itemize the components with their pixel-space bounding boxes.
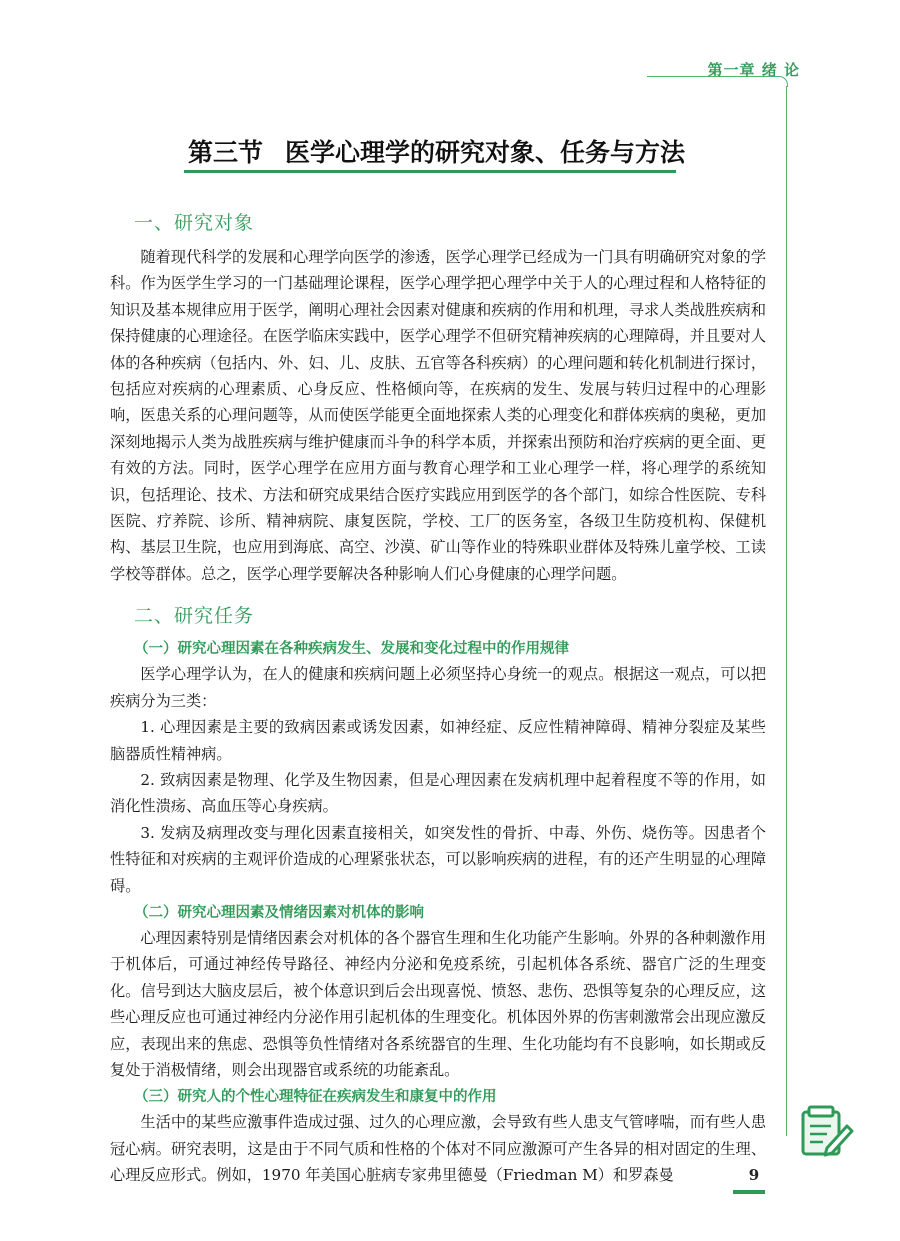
list-item-task-1-2: 2. 致病因素是物理、化学及生物因素，但是心理因素在发病机理中起着程度不等的作用，如消化性溃疡、高血压等心身疾病。	[110, 770, 766, 816]
heading-research-object: 一、研究对象	[134, 212, 255, 234]
subheading-task-1: （一）研究心理因素在各种疾病发生、发展和变化过程中的作用规律	[134, 641, 569, 658]
paragraph-task-3: 生活中的某些应激事件造成过强、过久的心理应激，会导致有些人患支气管哮喘，而有些人患冠心病。研究表明，这是由于不同气质和性格的个体对不同应激源可产生各异的相对固定的生理、心理反应形式。例如，1970 年美国心脏病专家弗里德曼（Friedman M）和罗森曼	[110, 1113, 766, 1185]
subheading-task-2: （二）研究心理因素及情绪因素对机体的影响	[134, 904, 424, 921]
paragraph-research-object: 随着现代科学的发展和心理学向医学的渗透，医学心理学已经成为一门具有明确研究对象的学科。作为医学生学习的一门基础理论课程，医学心理学把心理学中关于人的心理过程和人格特征的知识及基本规律应用于医学，阐明心理社会因素对健康和疾病的作用和机理，寻求人类战胜疾病和保持健康的心理途径。在医学临床实践中，医学心理学不但研究精神疾病的心理障碍，并且要对人体的各种疾病（包括内、外、妇、儿、皮肤、五官等各科疾病）的心理问题和转化机制进行探讨，包括应对疾病的心理素质、心身反应、性格倾向等，在疾病的发生、发展与转归过程中的心理影响，医患关系的心理问题等，从而使医学能更全面地探索人类的心理变化和群体疾病的奥秘，更加深刻地揭示人类为战胜疾病与维护健康而斗争的科学本质，并探索出预防和治疗疾病的更全面、更有效的方法。同时，医学心理学在应用方面与教育心理学和工业心理学一样，将心理学的系统知识，包括理论、技术、方法和研究成果结合医疗实践应用到医学的各个部门，如综合性医院、专科医院、疗养院、诊所、精神病院、康复医院，学校、工厂的医务室，各级卫生防疫机构、保健机构、基层卫生院，也应用到海底、高空、沙漠、矿山等作业的特殊职业群体及特殊儿童学校、工读学校等群体。总之，医学心理学要解决各种影响人们心身健康的心理学问题。	[110, 248, 766, 583]
paragraph-task-2: 心理因素特别是情绪因素会对机体的各个器官生理和生化功能产生影响。外界的各种刺激作用于机体后，可通过神经传导路径、神经内分泌和免疫系统，引起机体各系统、器官广泛的生理变化。信号到达大脑皮层后，被个体意识到后会出现喜悦、愤怒、悲伤、恐惧等复杂的心理反应，这些心理反应也可通过神经内分泌作用引起机体的生理变化。机体因外界的伤害刺激常会出现应激反应，表现出来的焦虑、恐惧等负性情绪对各系统器官的生理、生化功能均有不良影响，如长期或反复处于消极情绪，则会出现器官或系统的功能紊乱。	[110, 928, 766, 1079]
section-number: 第三节	[188, 138, 264, 167]
subheading-task-3: （三）研究人的个性心理特征在疾病发生和康复中的作用	[134, 1089, 497, 1106]
list-item-task-1-3: 3. 发病及病理改变与理化因素直接相关，如突发性的骨折、中毒、外伤、烧伤等。因患者个性特征和对疾病的主观评价造成的心理紧张状态，可以影响疾病的进程，有的还产生明显的心理障碍。	[110, 823, 766, 895]
list-item-task-1-1: 1. 心理因素是主要的致病因素或诱发因素，如神经症、反应性精神障碍、精神分裂症及某些脑器质性精神病。	[110, 718, 766, 763]
title-underline	[184, 170, 676, 173]
heading-research-tasks: 二、研究任务	[134, 605, 255, 628]
side-rule	[786, 86, 787, 1136]
section-title	[188, 133, 686, 167]
page-number: 9	[748, 1166, 760, 1184]
paragraph-task-1-intro: 医学心理学认为，在人的健康和疾病问题上必须坚持心身统一的观点。根据这一观点，可以把疾病分为三类：	[110, 665, 766, 710]
running-header: 第一章 绪 论	[707, 61, 800, 79]
header-rule	[647, 76, 777, 77]
notebook-pencil-icon	[797, 1104, 855, 1160]
section-title-text: 医学心理学的研究对象、任务与方法	[285, 138, 686, 167]
body-text	[110, 206, 766, 1189]
page-number-bar	[733, 1190, 765, 1194]
